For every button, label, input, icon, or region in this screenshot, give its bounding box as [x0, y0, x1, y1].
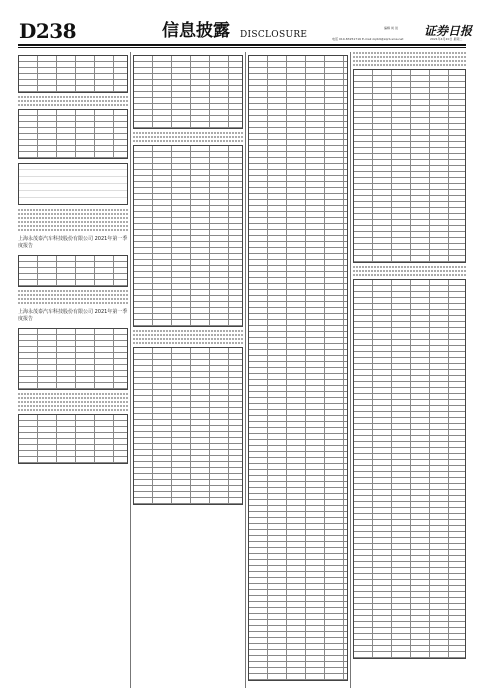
- masthead: [0, 0, 484, 46]
- data-table: [353, 69, 466, 263]
- newspaper-logo: 证券日报: [424, 24, 473, 38]
- data-table: [18, 414, 128, 464]
- column-divider: [245, 52, 246, 688]
- section-title-en: DISCLOSURE: [240, 30, 308, 40]
- article-headline: 上海永茂泰汽车科技股份有限公司 2021年第一季度报告: [18, 236, 128, 249]
- data-table: [18, 55, 128, 93]
- column-3: [248, 52, 348, 692]
- page-number: D238: [19, 19, 77, 43]
- data-table: [133, 55, 243, 129]
- data-table: [18, 255, 128, 287]
- data-table: [18, 109, 128, 159]
- article-headline: 上海永茂泰汽车科技股份有限公司 2021年第一季度报告: [18, 309, 128, 322]
- contact-line: 电话 010-83251716 E-mail zqrb9@zqrb.sina.net: [332, 37, 404, 41]
- data-table: [18, 328, 128, 390]
- column-2: [133, 52, 243, 692]
- column-4: [353, 52, 466, 692]
- issue-date: 2021年4月20日 星期二: [430, 37, 463, 41]
- column-1: [18, 52, 128, 692]
- column-divider: [350, 52, 351, 688]
- data-table: [353, 279, 466, 659]
- structure-diagram: [18, 163, 128, 205]
- data-table: [133, 347, 243, 505]
- column-divider: [130, 52, 131, 688]
- masthead-rule: [18, 44, 466, 46]
- editor-line: 编辑 尚 进: [384, 26, 398, 30]
- data-table: [248, 55, 348, 681]
- data-table: [133, 145, 243, 327]
- masthead-rule-thin: [18, 47, 466, 48]
- section-title: 信息披露: [162, 21, 230, 41]
